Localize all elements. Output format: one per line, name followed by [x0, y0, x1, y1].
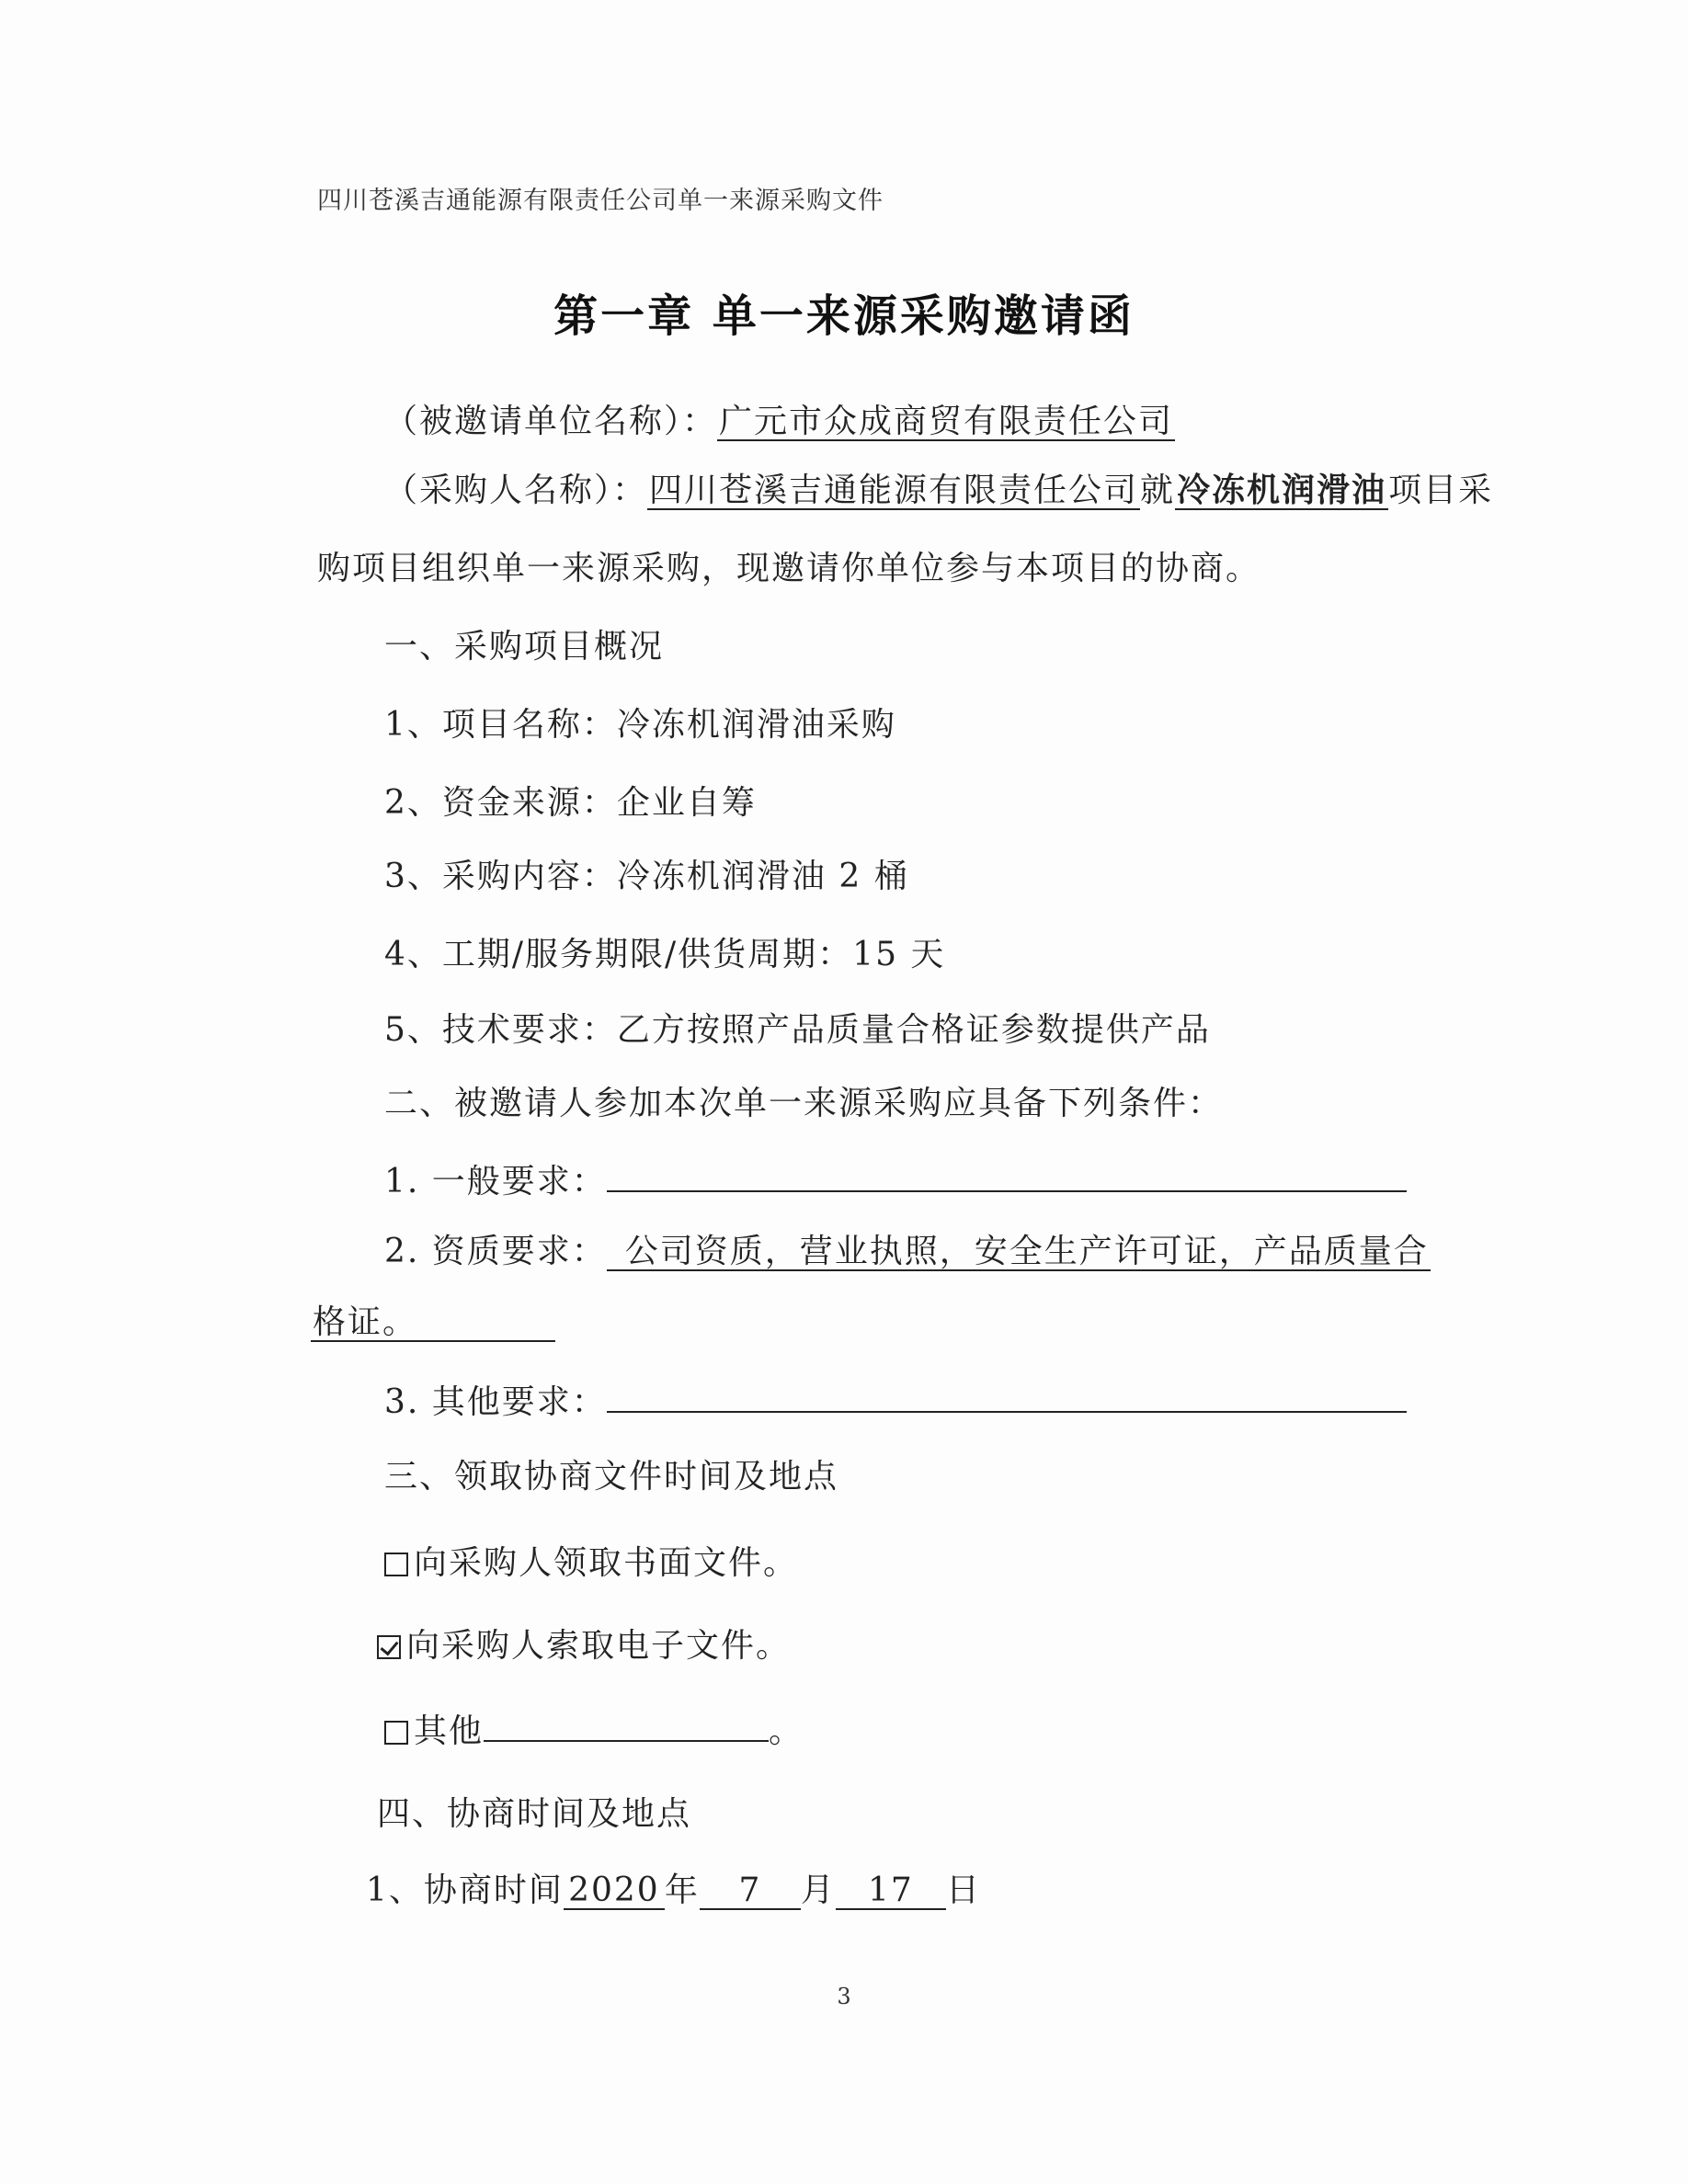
negotiation-time-line [366, 1864, 981, 1911]
qualification-value-2: 格证。 [311, 1305, 555, 1342]
document-header: 四川苍溪吉通能源有限责任公司单一来源采购文件 [317, 187, 884, 215]
general-requirement-line [384, 1155, 1407, 1202]
section1-item-2: 2、资金来源：企业自筹 [384, 784, 757, 822]
purchaser-line [384, 464, 1493, 511]
purchaser-line-2: 购项目组织单一来源采购，现邀请你单位参与本项目的协商。 [317, 550, 1261, 587]
negotiation-year: 2020 [564, 1873, 665, 1910]
qualification-value: 公司资质，营业执照，安全生产许可证，产品质量合 [607, 1234, 1431, 1271]
section1-item-1: 1、项目名称：冷冻机润滑油采购 [384, 706, 896, 744]
other-requirement-line [384, 1376, 1407, 1423]
purchaser-name: 四川苍溪吉通能源有限责任公司 [649, 472, 1139, 509]
option-paper-file [384, 1537, 798, 1584]
page-number: 3 [837, 1984, 851, 2009]
negotiation-day: 17 [836, 1873, 946, 1910]
checkbox-electronic-file-checked [377, 1635, 401, 1659]
other-requirement-blank [607, 1380, 1407, 1413]
section1-item-4: 4、工期/服务期限/供货周期：15 天 [384, 936, 946, 973]
invitee-name: 广元市众成商贸有限责任公司 [719, 403, 1174, 440]
invitee-label: （被邀请单位名称）： [384, 403, 718, 440]
option-other-blank [484, 1709, 769, 1742]
option-paper-file-label: 向采购人领取书面文件。 [414, 1544, 799, 1582]
qualification-line [384, 1225, 1431, 1272]
qualification-label: 2. 资质要求： [384, 1233, 607, 1270]
section4-heading: 四、协商时间及地点 [377, 1795, 692, 1833]
invitee-line [384, 395, 1175, 442]
purchaser-label: （采购人名称）： [384, 472, 648, 509]
section2-heading: 二、被邀请人参加本次单一来源采购应具备下列条件： [384, 1085, 1224, 1122]
year-unit: 年 [664, 1871, 700, 1909]
checkbox-other [384, 1721, 408, 1745]
day-unit: 日 [945, 1871, 981, 1909]
option-electronic-file-label: 向采购人索取电子文件。 [406, 1627, 792, 1665]
section1-item-3: 3、采购内容：冷冻机润滑油 2 桶 [384, 858, 909, 895]
other-requirement-label: 3. 其他要求： [384, 1383, 607, 1421]
negotiation-time-label: 1、协商时间 [366, 1871, 564, 1909]
page-title: 第一章 单一来源采购邀请函 [553, 290, 1135, 342]
general-requirement-blank [607, 1159, 1407, 1192]
negotiation-month: 7 [700, 1873, 801, 1910]
option-other-label: 其他 [414, 1712, 485, 1750]
purchaser-suffix: 项目采 [1388, 472, 1494, 509]
purchase-item: 冷冻机润滑油 [1177, 471, 1387, 509]
option-other [384, 1705, 804, 1752]
option-other-suffix: 。 [769, 1712, 804, 1750]
qualification-line-2 [311, 1303, 555, 1342]
section3-heading: 三、领取协商文件时间及地点 [384, 1458, 839, 1496]
option-electronic-file [377, 1620, 791, 1666]
section1-item-5: 5、技术要求：乙方按照产品质量合格证参数提供产品 [384, 1011, 1211, 1049]
month-unit: 月 [800, 1871, 836, 1909]
general-requirement-label: 1. 一般要求： [384, 1163, 607, 1200]
section1-heading: 一、采购项目概况 [384, 628, 665, 665]
checkbox-paper-file [384, 1553, 408, 1576]
purchaser-joiner: 就 [1140, 472, 1176, 509]
